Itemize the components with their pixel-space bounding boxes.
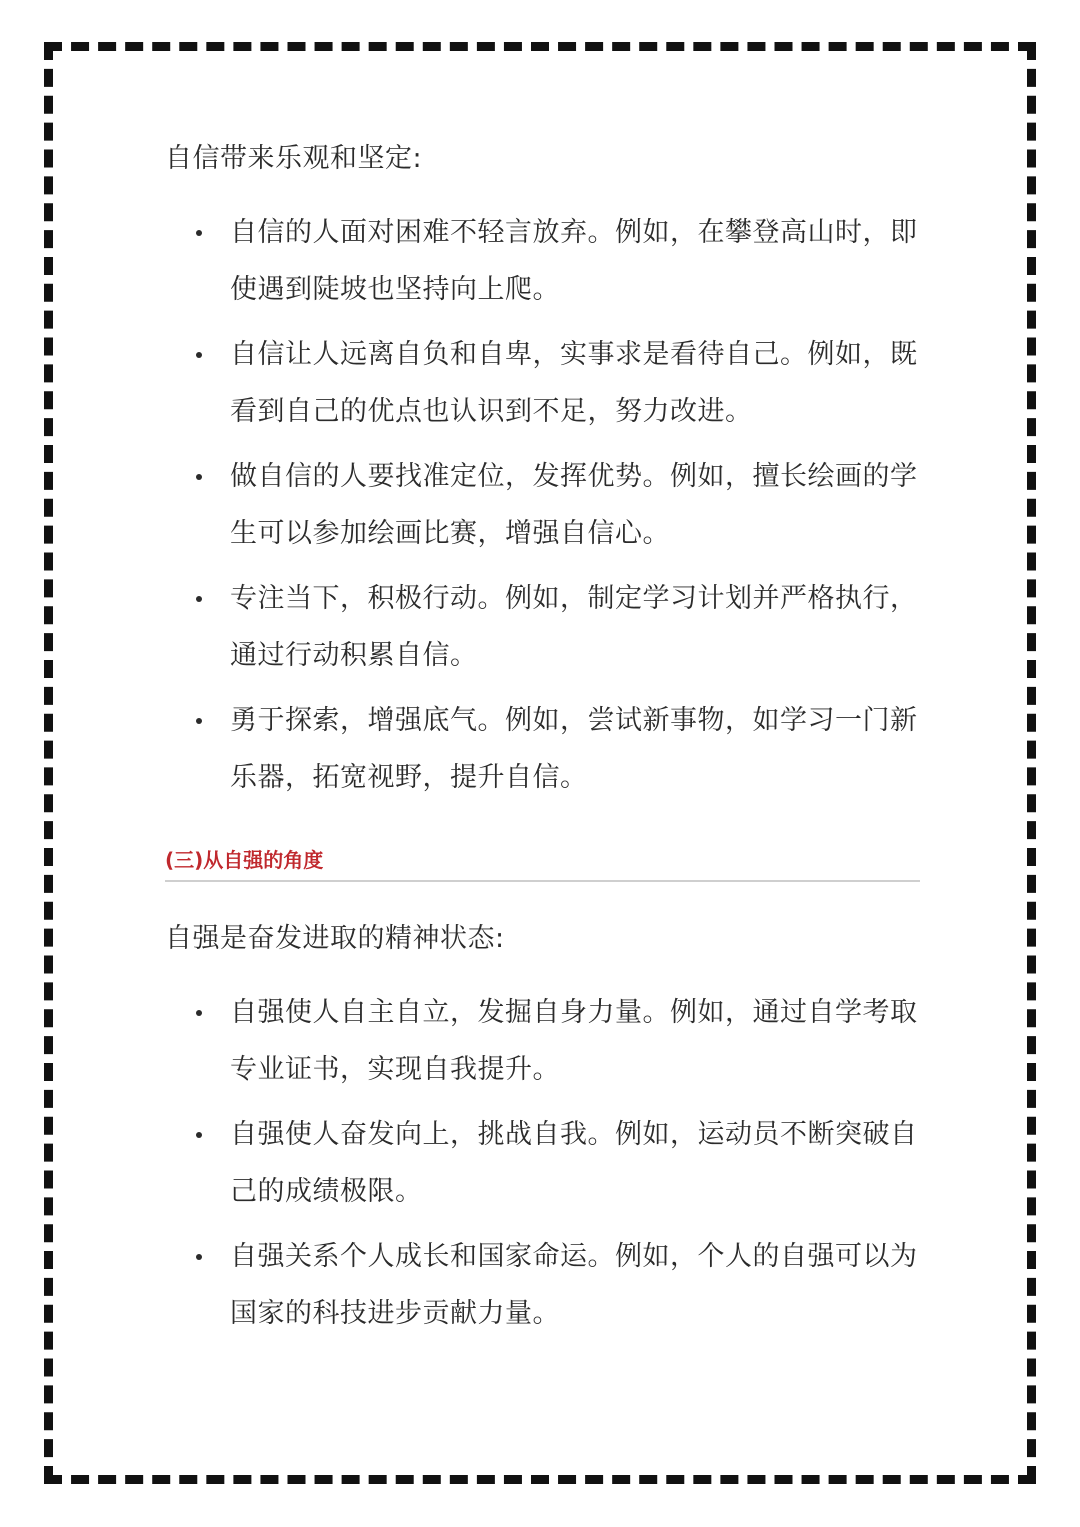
- bullet-dot-icon: [196, 1010, 202, 1016]
- bullet-dot-icon: [196, 1132, 202, 1138]
- list-item: [165, 1228, 925, 1342]
- list-item: [165, 984, 925, 1098]
- bullet-dot-icon: [196, 230, 202, 236]
- document-content: [165, 138, 925, 1350]
- list-item: [165, 448, 925, 562]
- list-item-text: 自强使人奋发向上，挑战自我。例如，运动员不断突破自己的成绩极限。: [230, 1119, 918, 1207]
- list-item-text: 自信让人远离自负和自卑，实事求是看待自己。例如，既看到自己的优点也认识到不足，努力改进。: [230, 339, 918, 427]
- list-item: [165, 1106, 925, 1220]
- list-item-text: 勇于探索，增强底气。例如，尝试新事物，如学习一门新乐器，拓宽视野，提升自信。: [230, 705, 918, 793]
- bullet-dot-icon: [196, 596, 202, 602]
- confidence-intro: 自信带来乐观和坚定:: [165, 143, 423, 174]
- confidence-list: [165, 204, 925, 806]
- self-strength-section: [165, 918, 925, 1342]
- list-item-text: 自强关系个人成长和国家命运。例如，个人的自强可以为国家的科技进步贡献力量。: [230, 1241, 918, 1329]
- self-strength-intro: 自强是奋发进取的精神状态:: [165, 923, 505, 954]
- list-item: [165, 570, 925, 684]
- list-item-text: 专注当下，积极行动。例如，制定学习计划并严格执行，通过行动积累自信。: [230, 583, 918, 671]
- self-strength-list: [165, 984, 925, 1342]
- bullet-dot-icon: [196, 1254, 202, 1260]
- list-item: [165, 692, 925, 806]
- list-item-text: 做自信的人要找准定位，发挥优势。例如，擅长绘画的学生可以参加绘画比赛，增强自信心。: [230, 461, 918, 549]
- list-item: [165, 204, 925, 318]
- bullet-dot-icon: [196, 352, 202, 358]
- list-item-text: 自强使人自主自立，发掘自身力量。例如，通过自学考取专业证书，实现自我提升。: [230, 997, 918, 1085]
- list-item-text: 自信的人面对困难不轻言放弃。例如，在攀登高山时，即使遇到陡坡也坚持向上爬。: [230, 217, 918, 305]
- section-heading: (三)从自强的角度: [165, 846, 920, 882]
- list-item: [165, 326, 925, 440]
- bullet-dot-icon: [196, 718, 202, 724]
- bullet-dot-icon: [196, 474, 202, 480]
